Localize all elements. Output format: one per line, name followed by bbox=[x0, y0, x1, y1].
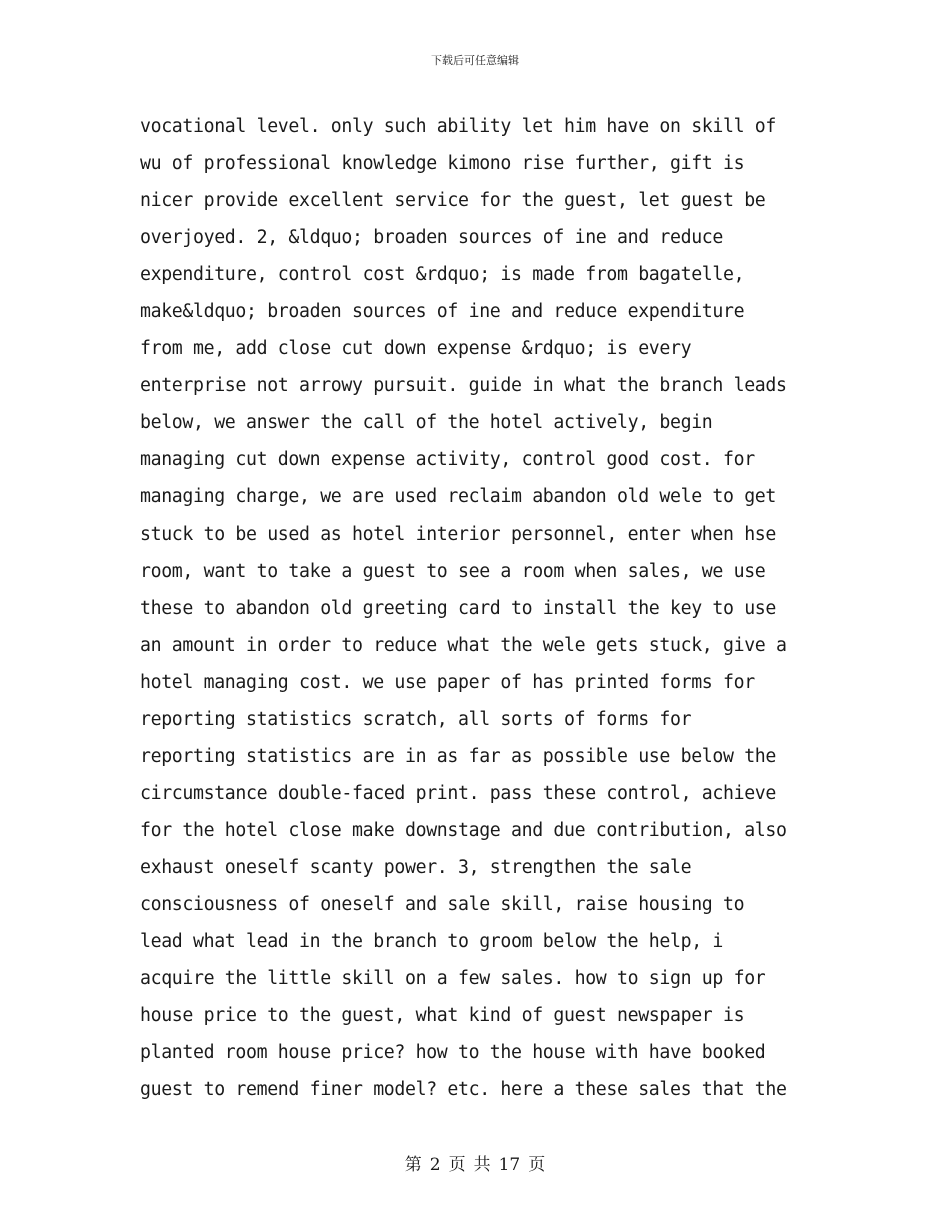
footer-total-label: 共 bbox=[473, 1155, 491, 1175]
text-line: overjoyed. 2, &ldquo; broaden sources of ine and reduce bbox=[140, 227, 723, 249]
text-line: vocational level. only such ability let him have on skill of bbox=[140, 116, 776, 137]
text-line: circumstance double-faced print. pass these control, achieve bbox=[140, 782, 776, 804]
footer-page-label: 页 bbox=[448, 1155, 466, 1175]
footer-suffix: 页 bbox=[528, 1155, 546, 1175]
text-line: managing cut down expense activity, control good cost. for bbox=[140, 449, 755, 471]
footer-total-pages: 17 bbox=[498, 1155, 521, 1175]
text-line: guest to remend finer model? etc. here a these sales that the bbox=[140, 1079, 787, 1101]
text-line: an amount in order to reduce what the wele gets stuck, give a bbox=[140, 634, 787, 656]
text-line: planted room house price? how to the house with have booked bbox=[140, 1042, 766, 1064]
text-line: for the hotel close make downstage and due contribution, also bbox=[140, 819, 787, 841]
text-line: enterprise not arrowy pursuit. guide in what the branch leads bbox=[140, 375, 787, 397]
text-line: reporting statistics are in as far as possible use below the bbox=[140, 745, 776, 767]
text-line: consciousness of oneself and sale skill, raise housing to bbox=[140, 893, 745, 915]
text-line: lead what lead in the branch to groom below the help, i bbox=[140, 931, 723, 953]
text-line: from me, add close cut down expense &rdquo; is every bbox=[140, 338, 692, 360]
document-body bbox=[140, 108, 820, 1108]
text-line: acquire the little skill on a few sales. how to sign up for bbox=[140, 968, 766, 990]
text-line: make&ldquo; broaden sources of ine and reduce expenditure bbox=[140, 301, 745, 323]
text-line: reporting statistics scratch, all sorts of forms for bbox=[140, 708, 692, 730]
header-note: 下载后可任意编辑 bbox=[431, 54, 519, 67]
text-line: these to abandon old greeting card to install the key to use bbox=[140, 597, 776, 619]
text-line: wu of professional knowledge kimono rise further, gift is bbox=[140, 153, 745, 175]
text-line: exhaust oneself scanty power. 3, strengthen the sale bbox=[140, 856, 692, 878]
text-line: house price to the guest, what kind of guest newspaper is bbox=[140, 1005, 745, 1027]
text-line: expenditure, control cost &rdquo; is made from bagatelle, bbox=[140, 264, 745, 286]
text-line: nicer provide excellent service for the guest, let guest be bbox=[140, 190, 766, 212]
text-line: stuck to be used as hotel interior personnel, enter when hse bbox=[140, 523, 776, 545]
text-line: hotel managing cost. we use paper of has printed forms for bbox=[140, 671, 755, 693]
page-footer bbox=[0, 1153, 950, 1177]
text-line: below, we answer the call of the hotel actively, begin bbox=[140, 412, 713, 434]
page-header bbox=[0, 53, 950, 69]
text-line: managing charge, we are used reclaim abandon old wele to get bbox=[140, 486, 776, 508]
footer-page-number: 2 bbox=[429, 1155, 441, 1175]
footer-prefix: 第 bbox=[404, 1155, 422, 1175]
text-line: room, want to take a guest to see a room when sales, we use bbox=[140, 560, 766, 582]
